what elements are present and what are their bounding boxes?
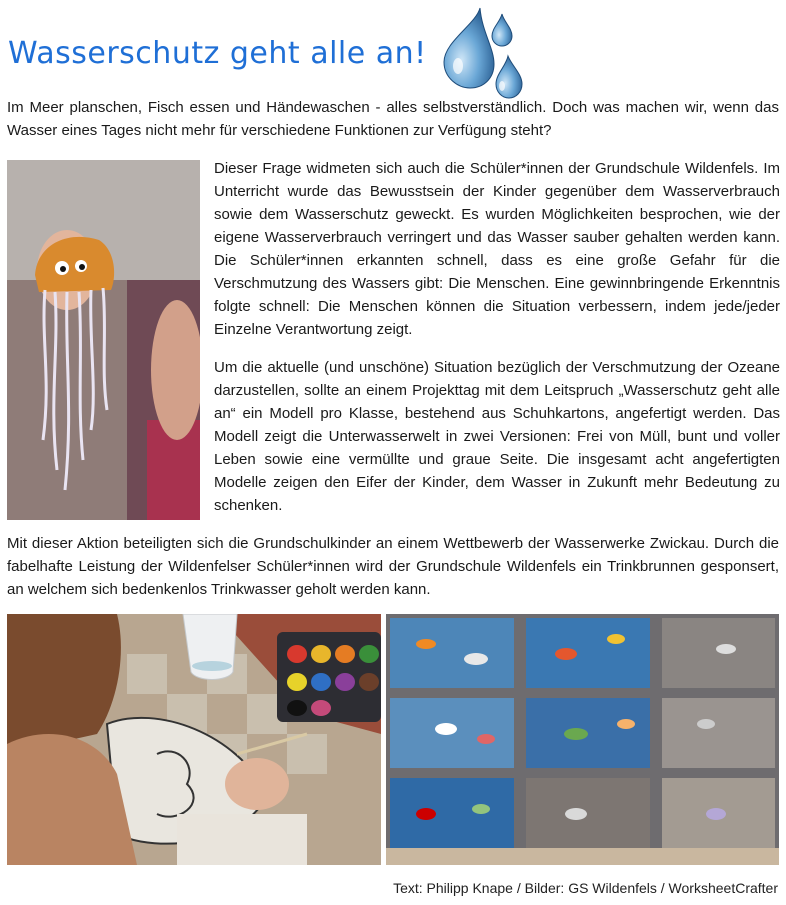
jellyfish-craft-photo	[7, 160, 200, 520]
paragraph-3: Mit dieser Aktion beteiligten sich die Grundschulkinder an einem Wettbewerb der Wasserwerke Zwickau. Durch die fabelhafte Leistung der Wildenfelser Schüler*innen wird der Grundschule Wildenfels ein Trinkbrunnen gesponsert, an welchem sich bedenkenlos Trinkwasser geholt werden kann.	[7, 535, 779, 598]
photo-credit: Text: Philipp Knape / Bilder: GS Wildenfels / WorksheetCrafter	[393, 880, 778, 896]
page-title: Wasserschutz geht alle an!	[8, 36, 427, 71]
shoebox-models-photo	[386, 614, 779, 865]
intro-paragraph: Im Meer planschen, Fisch essen und Händewaschen - alles selbstverständlich. Doch was machen wir, wenn das Wasser eines Tages nicht mehr für verschiedene Funktionen zur Verfügung steht?	[7, 99, 779, 139]
paragraph-1: Dieser Frage widmeten sich auch die Schüler*innen der Grundschule Wildenfels. Im Unterricht wurde das Bewusstsein der Kinder gegenüber dem Wasserverbrauch sowie dem Wasserschutz geweckt. Es wurden Möglichkeiten besprochen, wie der eigene Wasserverbrauch verringert und das Wasser sauber gehalten werden kann. Die Schüler*innen erkannten schnell, dass es eine große Gefahr für die Verschmutzung des Wassers gibt: Die Menschen. Eine gewinnbringende Erkenntnis folgte schnell: Die Menschen können die Situation verbessern, indem jede/jeder Einzelne Verantwortung zeigt.	[214, 160, 780, 338]
water-drops-icon	[436, 4, 526, 102]
child-painting-photo	[7, 614, 381, 865]
paragraph-2: Um die aktuelle (und unschöne) Situation bezüglich der Verschmutzung der Ozeane darzustellen, sollte an einem Projekttag mit dem Leitspruch „Wasserschutz geht alle an“ ein Modell pro Klasse, bestehend aus Schuhkartons, angefertigt werden. Das Modell zeigt die Unterwasserwelt in zwei Versionen: Frei von Müll, bunt und voller Leben sowie eine vermüllte und graue Seite. Die insgesamt acht angefertigten Modelle zeigen den Eifer der Kinder, dem Wasser in Zukunft mehr Bedeutung zu schenken.	[214, 359, 780, 514]
